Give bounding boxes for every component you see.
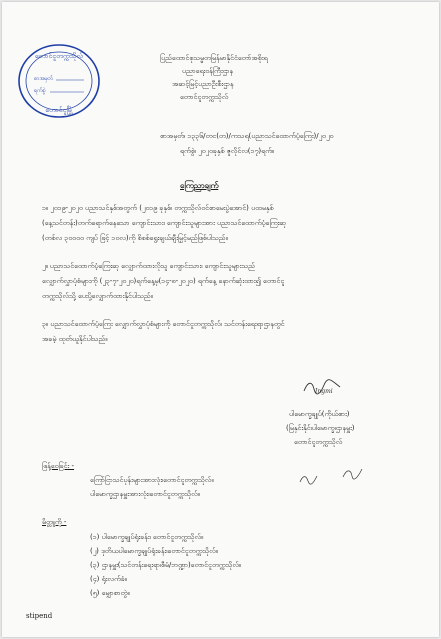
initial-mark-2 — [342, 466, 364, 485]
header-ministry: ပညာရေးဝန်ကြီးဌာန — [182, 67, 233, 75]
seal-mid-text: စာအမှတ် — [34, 76, 53, 82]
reference-date: ရက်စွဲ၊ ၂၀၂၀ခုနှစ် ဇူလိုင်လ(၁၇)ရက်။ — [180, 147, 275, 155]
header-department: အဆင့်မြင့်ပညာဦးစီးဌာန — [172, 80, 234, 88]
signatory-title: ပါမောက္ခချုပ်(ကိုယ်စား) — [289, 410, 350, 418]
reference-number: စာအမှတ်၊ ၁၃၃၆/တင(တ)/ကသရ(ပညာသင်ထောက်ပံ့ကြေး)/၂၀၂၀ — [160, 132, 334, 140]
signature-mark-text: Ingmi — [315, 388, 333, 395]
paragraph-1-line-1: ၁။ ၂၀၁၉-၂၀၂၀ ပညာသင်နှစ်အတွက် (၂၀၁၉ ခုနှစ်၊ တက္ကသိုလ်ဝင်စာမေးပွဲအောင်) ပထမနှစ် — [42, 204, 274, 212]
signatory-name: (မြနှင်းနိုင်၊ပါမောက္ခ၊ဌာနမှူး) — [286, 424, 355, 432]
header-government: ပြည်ထောင်စုသမ္မတမြန်မာနိုင်ငံတော်အစိုးရ — [160, 54, 268, 62]
paragraph-1-line-2: (နေ့သင်တန်း)တက်ရောက်နေသော ကျောင်းသား၊ ကျောင်းသူများအား ပညာသင်ထောက်ပံ့ကြေးဆု — [42, 219, 287, 227]
distribution-label: ဖြန့်ဝေခြင်း - — [42, 462, 75, 470]
seal-graphic — [16, 42, 101, 120]
copies-item-4: (၄) ရုံးလက်ခံ။ — [90, 575, 127, 583]
initial-mark-1 — [299, 470, 319, 489]
footer-code: stipend — [26, 612, 53, 620]
header-university: တောင်ငူတက္ကသိုလ် — [180, 93, 229, 101]
paragraph-3-line-2: အခမဲ့ ထုတ်ယူနိုင်ပါသည်။ — [42, 335, 108, 343]
paragraph-1-line-3: (တစ်လ ၃၀၀၀၀ ကျပ် ဖြင့် ၁၀လ)ကို စိစစ်ရွေးချယ်ချီးမြှင့်မည်ဖြစ်ပါသည်။ — [42, 234, 228, 242]
seal-bottom-text: တောင်ငူမြို့ — [45, 106, 73, 114]
copies-item-3: (၃) ဌာနမှူး(သင်တန်းရေးရာ၊စီမံ/ဘဏ္ဍာ)တောင်ငူတက္ကသိုလ်။ — [90, 561, 242, 569]
copies-item-1: (၁) ပါမောက္ခချုပ်ရုံးခန်း၊ တောင်ငူတက္ကသိုလ်။ — [90, 533, 204, 541]
copies-label: မိတ္တူကို - — [42, 518, 67, 526]
copies-item-5: (၅) မျှောစာတွဲ။ — [90, 589, 130, 597]
notice-title: ကြေညာချက် — [180, 181, 219, 190]
signatory-university: တောင်ငူတက္ကသိုလ် — [294, 438, 343, 446]
seal-date-text: ရက်စွဲ — [34, 88, 46, 94]
paragraph-2-line-3: တက္ကသိုလ်သို့ ပေးပို့လျှောက်ထားနိုင်ပါသည်။ — [42, 292, 153, 300]
university-seal — [16, 42, 101, 120]
document-page — [2, 2, 439, 637]
distribution-item-1: ကြော်ငြာသင်ပုန်းများအားလုံး၊တောင်ငူတက္ကသိုလ်။ — [90, 476, 214, 484]
copies-item-2: (၂) ဒုတိယပါမောက္ခချုပ်ရုံးခန်း၊တောင်ငူတက္ကသိုလ်။ — [90, 547, 218, 555]
paragraph-2-line-2: လျှောက်လွှာပုံစံများကို (၂၃-၇-၂၀၂၀)ရက်နေ့မှ(၁၄-၈-၂၀၂၀) ရက်နေ့ နောက်ဆုံးထား၍ တောင်ငူ — [42, 277, 285, 285]
paragraph-3-line-1: ၃။ ပညာသင်ထောက်ပံ့ကြေး လျှောက်လွှာပုံစံများကို တောင်ငူတက္ကသိုလ်၊ သင်တန်းရေးရာဌာနတွင် — [42, 320, 285, 328]
seal-top-text: တောင်ငူတက္ကသိုလ် — [34, 52, 84, 60]
paragraph-2-line-1: ၂။ ပညာသင်ထောက်ပံ့ကြေးဆု လျှောက်ထားလိုသူ ကျောင်းသား၊ ကျောင်းသူများသည် — [42, 262, 255, 270]
distribution-item-2: ပါမောက္ခဌာနမှူးအားလုံး၊တောင်ငူတက္ကသိုလ်။ — [90, 490, 200, 498]
